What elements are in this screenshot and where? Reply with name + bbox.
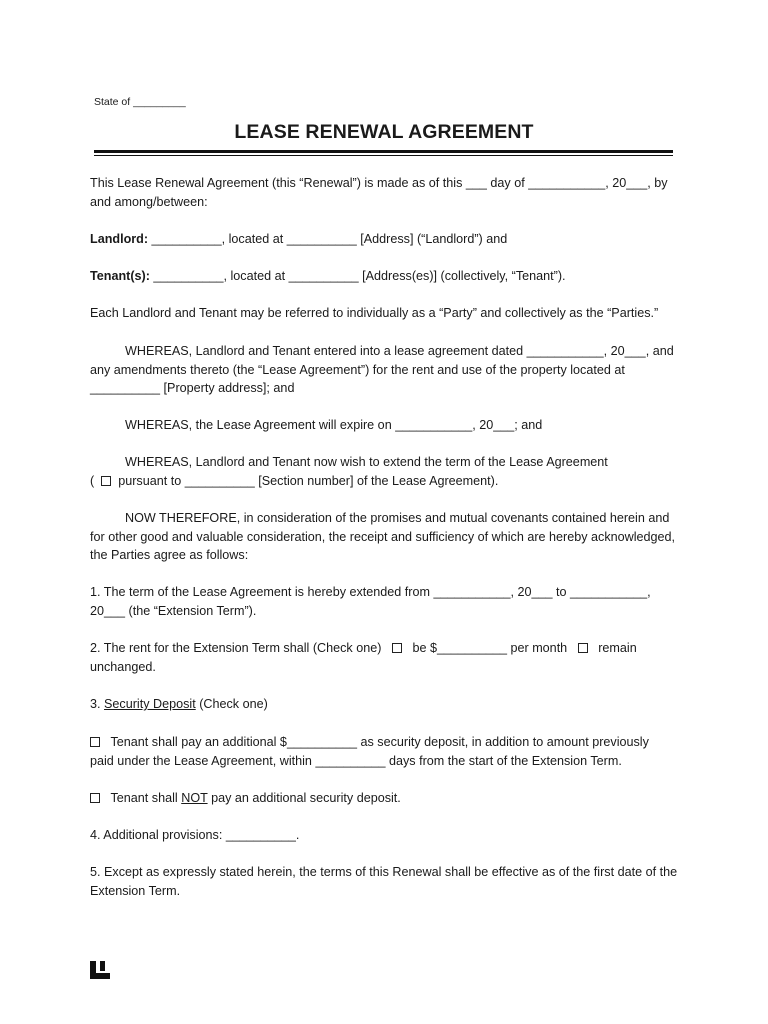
whereas-2-text: WHEREAS, the Lease Agreement will expire on ___________, 20___; and — [125, 418, 543, 432]
deposit-option-2-emphasis: NOT — [181, 791, 208, 805]
clause-2 — [90, 639, 680, 676]
title-rule-thick — [94, 150, 673, 153]
clause-1 — [90, 583, 680, 620]
now-therefore-paragraph — [90, 509, 680, 565]
security-deposit-link[interactable]: Security Deposit — [104, 697, 196, 711]
intro-line-1: This Lease Renewal Agreement (this “Renewal”) is made as of this ___ day of ___________, 20___, by — [90, 176, 668, 190]
whereas-3-line-2: pursuant to __________ [Section number] of the Lease Agreement). — [118, 473, 499, 488]
clause-1-line-2: 20___ (the “Extension Term”). — [90, 603, 257, 618]
section-checkbox[interactable] — [101, 476, 111, 486]
clause-4: 4. Additional provisions: __________. — [90, 828, 300, 842]
whereas-3-open-paren: ( — [90, 473, 95, 488]
deposit-option-1 — [90, 733, 680, 770]
clause-3-rest: (Check one) — [195, 697, 268, 711]
whereas-1-line-3: __________ [Property address]; and — [90, 381, 295, 396]
deposit-option-1-line-1: Tenant shall pay an additional $__________ as security deposit, in addition to amount previously — [110, 735, 649, 749]
deposit-none-checkbox[interactable] — [90, 793, 100, 803]
now-therefore-line-3: the Parties agree as follows: — [90, 548, 249, 563]
intro-paragraph — [90, 174, 680, 211]
clause-3-number: 3. — [90, 697, 105, 711]
clause-1-line-1: 1. The term of the Lease Agreement is hereby extended from ___________, 20___ to ___________, — [90, 585, 651, 599]
intro-line-2: and among/between: — [90, 194, 208, 209]
clause-5-line-2: Extension Term. — [90, 883, 181, 898]
tenant-line — [90, 267, 680, 286]
tenant-label: Tenant(s): — [90, 269, 150, 283]
clause-2-line-2: unchanged. — [90, 659, 156, 674]
now-therefore-line-1: NOW THEREFORE, in consideration of the promises and mutual covenants contained herein and — [125, 511, 670, 525]
deposit-option-2-before: Tenant shall — [110, 791, 182, 805]
deposit-option-2-after: pay an additional security deposit. — [207, 791, 401, 805]
clause-5-line-1: 5. Except as expressly stated herein, the terms of this Renewal shall be effective as of the first date of the — [90, 865, 678, 879]
whereas-1-line-2: any amendments thereto (the “Lease Agreement”) for the rent and use of the property located at — [90, 362, 625, 377]
tenant-text: __________, located at __________ [Address(es)] (collectively, “Tenant”). — [149, 269, 566, 283]
rent-unchanged-checkbox[interactable] — [578, 643, 588, 653]
deposit-pay-checkbox[interactable] — [90, 737, 100, 747]
document-title: LEASE RENEWAL AGREEMENT — [234, 121, 534, 143]
brand-logo-icon — [90, 961, 110, 979]
rent-change-option: be $__________ per month — [412, 641, 568, 655]
rent-change-checkbox[interactable] — [392, 643, 402, 653]
clause-2-text: 2. The rent for the Extension Term shall (Check one) — [90, 641, 382, 655]
landlord-text: __________, located at __________ [Address] (“Landlord”) and — [148, 232, 508, 246]
whereas-1-paragraph — [90, 342, 680, 398]
whereas-3-line-1: WHEREAS, Landlord and Tenant now wish to extend the term of the Lease Agreement — [125, 455, 608, 469]
landlord-line — [90, 230, 680, 249]
state-line: State of _________ — [94, 96, 186, 108]
deposit-option-1-line-2: paid under the Lease Agreement, within __________ days from the start of the Extension Term. — [90, 753, 622, 768]
parties-paragraph: Each Landlord and Tenant may be referred to individually as a “Party” and collectively as the “Parties.” — [90, 306, 659, 320]
whereas-1-line-1: WHEREAS, Landlord and Tenant entered into a lease agreement dated ___________, 20___, and — [125, 344, 674, 358]
title-rule-thin — [94, 155, 673, 156]
whereas-2-paragraph — [90, 416, 680, 435]
now-therefore-line-2: for other good and valuable consideration, the receipt and sufficiency of which are hereby acknowledged, — [90, 529, 676, 544]
whereas-3-paragraph — [90, 453, 680, 490]
rent-unchanged-option: remain — [598, 641, 637, 655]
deposit-option-2 — [90, 789, 680, 808]
clause-3 — [90, 695, 680, 714]
landlord-label: Landlord: — [90, 232, 149, 246]
clause-5 — [90, 863, 680, 900]
